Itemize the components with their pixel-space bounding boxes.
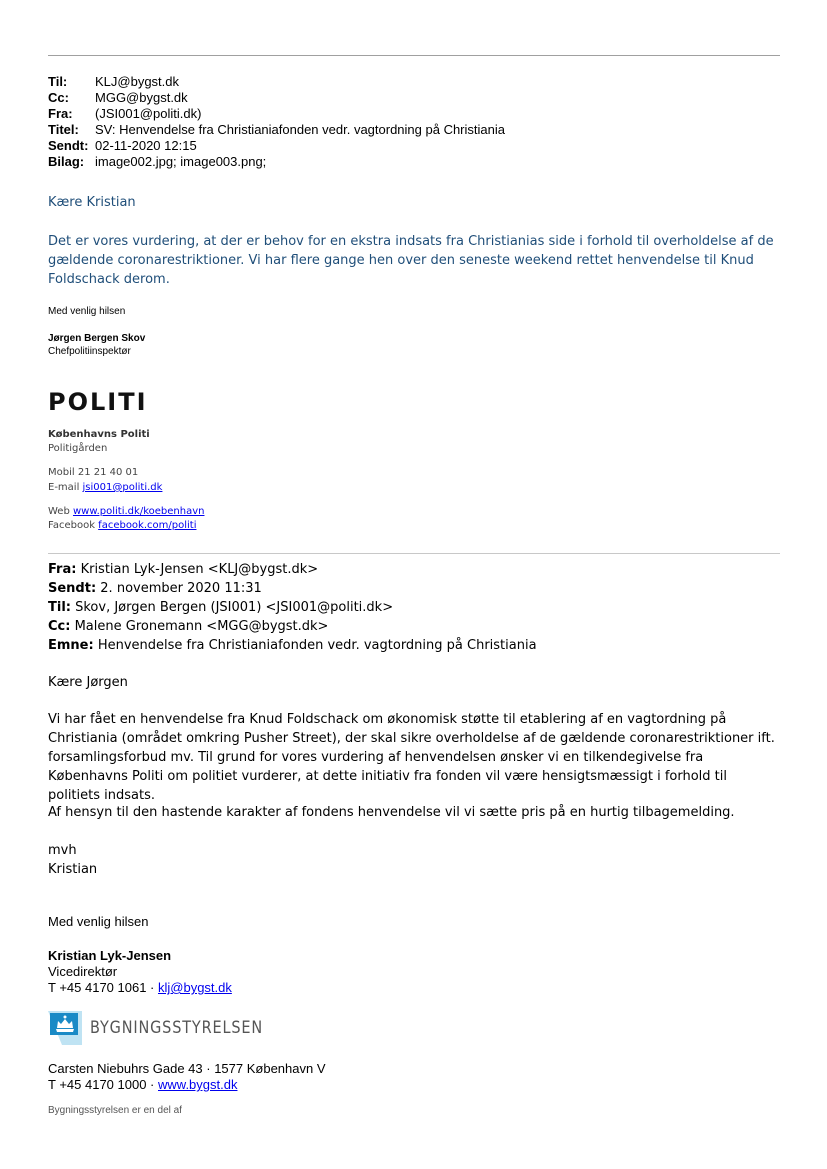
reply-greeting: Kære Kristian	[48, 195, 136, 210]
reply-signature-title: Chefpolitiinspektør	[48, 346, 131, 357]
reply-header	[48, 74, 505, 170]
orig-signature-name: Kristian Lyk-Jensen	[48, 948, 172, 963]
orig-closing: Med venlig hilsen	[48, 914, 149, 929]
bygningsstyrelsen-wordmark: BYGNINGSSTYRELSEN	[90, 1018, 264, 1038]
reply-body: Det er vores vurdering, at der er behov for en ekstra indsats fra Christianias side i forhold til overholdelse af de gældende coronarestriktioner. Vi har flere gange hen over den seneste weekend rettet henvendelse til Knud Foldschack derom.	[48, 234, 774, 287]
orig-signature-title: Vicedirektør	[48, 964, 118, 979]
orig-sent: Sendt: 2. november 2020 11:31	[48, 581, 262, 596]
top-divider	[48, 55, 780, 56]
orig-from: Fra: Kristian Lyk-Jensen <KLJ@bygst.dk>	[48, 562, 319, 577]
orig-email-link[interactable]: klj@bygst.dk	[158, 980, 232, 995]
politi-building: Politigården	[48, 443, 108, 454]
orig-cc: Cc: Malene Gronemann <MGG@bygst.dk>	[48, 619, 329, 634]
original-header	[48, 560, 537, 655]
orig-phone2: T +45 4170 1000 · www.bygst.dk	[48, 1077, 238, 1092]
orig-web-link[interactable]: www.bygst.dk	[158, 1077, 238, 1092]
orig-address: Carsten Niebuhrs Gade 43 · 1577 København V	[48, 1061, 326, 1076]
orig-name-short: Kristian	[48, 862, 98, 877]
politi-email-link[interactable]: jsi001@politi.dk	[82, 482, 163, 493]
politi-web-link[interactable]: www.politi.dk/koebenhavn	[72, 506, 205, 517]
header-sent: Sendt: 02-11-2020 12:15	[48, 138, 197, 153]
orig-phone: T +45 4170 1061 · klj@bygst.dk	[48, 980, 232, 995]
politi-web: Web www.politi.dk/koebenhavn	[48, 506, 205, 517]
orig-subject: Emne: Henvendelse fra Christianiafonden vedr. vagtordning på Christiania	[48, 638, 537, 653]
orig-paragraph-2: Af hensyn til den hastende karakter af fondens henvendelse vil vi sætte pris på en hurtig tilbagemelding.	[48, 805, 735, 820]
politi-facebook: Facebook facebook.com/politi	[48, 520, 197, 531]
header-from: Fra: (JSI001@politi.dk)	[48, 106, 202, 121]
header-title: Titel: SV: Henvendelse fra Christianiafonden vedr. vagtordning på Christiania	[48, 122, 505, 137]
header-attachments: Bilag: image002.jpg; image003.png;	[48, 154, 267, 169]
orig-mvh: mvh	[48, 843, 77, 858]
politi-mobile: Mobil 21 21 40 01	[48, 467, 139, 478]
orig-footer: Bygningsstyrelsen er en del af	[48, 1105, 182, 1116]
header-cc: Cc: MGG@bygst.dk	[48, 90, 188, 105]
politi-org: Københavns Politi	[48, 429, 150, 440]
politi-facebook-link[interactable]: facebook.com/politi	[98, 520, 197, 531]
reply-closing: Med venlig hilsen	[48, 306, 126, 317]
orig-paragraph-1: Vi har fået en henvendelse fra Knud Foldschack om økonomisk støtte til etablering af en vagtordning på Christiania (området omkring Pusher Street), der skal sikre overholdelse af de gældende coronarestriktioner ift. forsamlingsforbud mv. Til grund for vores vurdering af henvendelsen ønsker vi en tilkendegivelse fra Københavns Politi om politiet vurderer, at dette initiativ fra fonden vil være hensigtsmæssigt i forhold til politiets indsats.	[48, 712, 775, 803]
orig-greeting: Kære Jørgen	[48, 675, 128, 690]
crown-shield-icon	[48, 1011, 82, 1045]
politi-logo: POLITI	[48, 388, 148, 416]
orig-to: Til: Skov, Jørgen Bergen (JSI001) <JSI001@politi.dk>	[48, 600, 394, 615]
politi-email: E-mail jsi001@politi.dk	[48, 482, 163, 493]
header-to: Til: KLJ@bygst.dk	[48, 74, 180, 89]
bygningsstyrelsen-logo	[48, 1011, 294, 1045]
mid-divider	[48, 553, 780, 554]
reply-signature-name: Jørgen Bergen Skov	[48, 333, 146, 344]
